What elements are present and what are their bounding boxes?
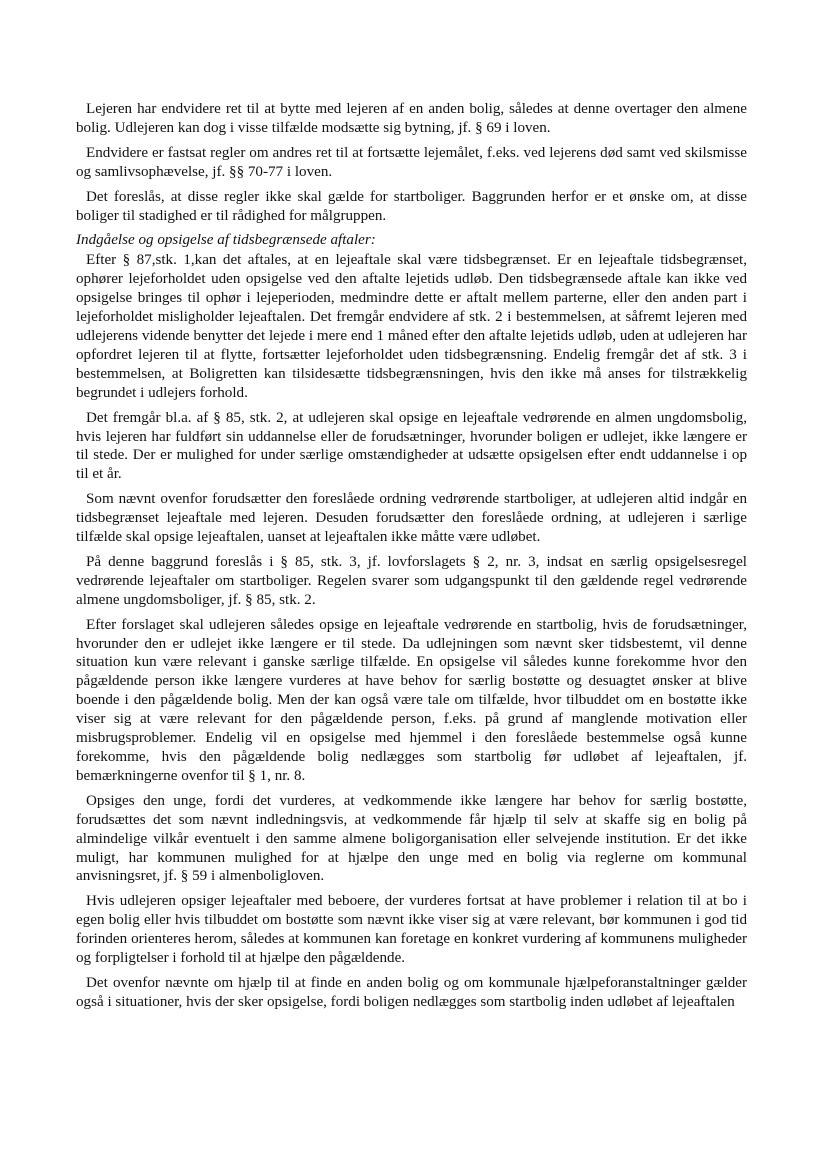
paragraph-kommunen: Hvis udlejeren opsiger lejeaftaler med beboere, der vurderes fortsat at have problemer i relation til at bo i egen bolig eller hvis tilbuddet om bostøtte som nævnt ikke viser sig at være relevant, bør kommunen i god tid forinden orienteres herom, således at kommunen kan foretage en konkret vurdering af kommunens muligheder og forpligtelser i forhold til at hjælpe den pågældende. bbox=[76, 893, 747, 967]
paragraph-forslaget: Efter forslaget skal udlejeren således opsige en lejeaftale vedrørende en startbolig, hvis de forudsætninger, hvorunder den er udlejet ikke længere er til stede. Da udlejningen som nævnt sker tidsbestemt, vil denne situation kun være relevant i ganske særlige tilfælde. En opsigelse vil således kunne forekomme hvor den pågældende person ikke længere vurderes at have behov for særlig bostøtte og desuagtet ønsker at blive boende i den pågældende bolig. Men der kan også være tale om tilfælde, hvor tilbuddet om en bostøtte ikke viser sig at være relevant for den pågældende person, f.eks. på grund af manglende motivation eller misbrugsproblemer. Endelig vil en opsigelse med hjemmel i den foreslåede bestemmelse også kunne forekomme, hvis den pågældende bolig nedlægges som startbolig før udløbet af lejeaftalen, jf. bemærkningerne ovenfor til § 1, nr. 8. bbox=[76, 616, 747, 784]
document-page bbox=[76, 100, 747, 1018]
paragraph-bostoette: Opsiges den unge, fordi det vurderes, at vedkommende ikke længere har behov for særlig bostøtte, forudsættes det som nævnt indledningsvis, at vedkommende får hjælp til selv at skaffe sig en bolig på almindelige vilkår eventuelt i den samme almene boligorganisation eller selvejende institution. Er det ikke muligt, har kommunen mulighed for at hjælpe den unge med en bolig via reglerne om kommunal anvisningsret, jf. § 59 i almenboligloven. bbox=[76, 792, 747, 885]
paragraph-opsigelsesregel: På denne baggrund foreslås i § 85, stk. 3, jf. lovforslagets § 2, nr. 3, indsat en særlig opsigelsesregel vedrørende lejeaftaler om startboliger. Regelen svarer som udgangspunkt til den gældende regel vedrørende almene ungdomsboliger, jf. § 85, stk. 2. bbox=[76, 553, 747, 608]
paragraph-startboliger: Det foreslås, at disse regler ikke skal gælde for startboliger. Baggrunden herfor er et ønske om, at disse boliger til stadighed er til rådighed for målgruppen. bbox=[76, 188, 747, 224]
paragraph-fortsaettelse: Endvidere er fastsat regler om andres ret til at fortsætte lejemålet, f.eks. ved lejerens død samt ved skilsmisse og samlivsophævelse, jf. §§ 70-77 i loven. bbox=[76, 144, 747, 180]
section-heading: Indgåelse og opsigelse af tidsbegrænsede aftaler: bbox=[76, 232, 376, 249]
paragraph-ungdomsbolig: Det fremgår bl.a. af § 85, stk. 2, at udlejeren skal opsige en lejeaftale vedrørende en almen ungdomsbolig, hvis lejeren har fuldført sin uddannelse eller de forudsætninger, hvorunder boligen er udlejet, ikke længere er til stede. Der er mulighed for under særlige omstændigheder at udsætte opsigelsen efter endt uddannelse i op til et år. bbox=[76, 409, 747, 483]
paragraph-hjaelp: Det ovenfor nævnte om hjælp til at finde en anden bolig og om kommunale hjælpeforanstaltninger gælder også i situationer, hvis der sker opsigelse, fordi boligen nedlægges som startbolig inden udløbet af lejeaftalen bbox=[76, 974, 747, 1010]
paragraph-ordning: Som nævnt ovenfor forudsætter den foreslåede ordning vedrørende startboliger, at udlejeren altid indgår en tidsbegrænset lejeaftale med lejeren. Desuden forudsætter den foreslåede ordning, at udlejeren i særlige tilfælde skal opsige lejeaftalen, uanset at lejeaftalen ikke måtte være udløbet. bbox=[76, 491, 747, 546]
paragraph-bytning: Lejeren har endvidere ret til at bytte med lejeren af en anden bolig, således at denne overtager den almene bolig. Udlejeren kan dog i visse tilfælde modsætte sig bytning, jf. § 69 i loven. bbox=[76, 101, 747, 136]
paragraph-tidsbegraensning: Efter § 87,stk. 1,kan det aftales, at en lejeaftale skal være tidsbegrænset. Er en lejeaftale tidsbegrænset, ophører lejeforholdet uden opsigelse ved den aftalte lejetids udløb. Den tidsbegrænsede aftale kan ikke ved opsigelse bringes til ophør i lejeperioden, medmindre dette er aftalt mellem parterne, eller den anden part i lejeforholdet misligholder lejeaftalen. Det fremgår endvidere af stk. 2 i bestemmelsen, at såfremt lejeren med udlejerens vidende benytter det lejede i mere end 1 måned efter den aftalte lejetids udløb, uden at udlejeren har opfordret lejeren til at flytte, fortsætter lejeforholdet uden tidsbegrænsning. Endelig fremgår det af stk. 3 i bestemmelsen, at Boligretten kan tilsidesætte tidsbegrænsningen, hvis den ikke må anses for tilstrækkelig begrundet i udlejers forhold. bbox=[76, 252, 747, 401]
